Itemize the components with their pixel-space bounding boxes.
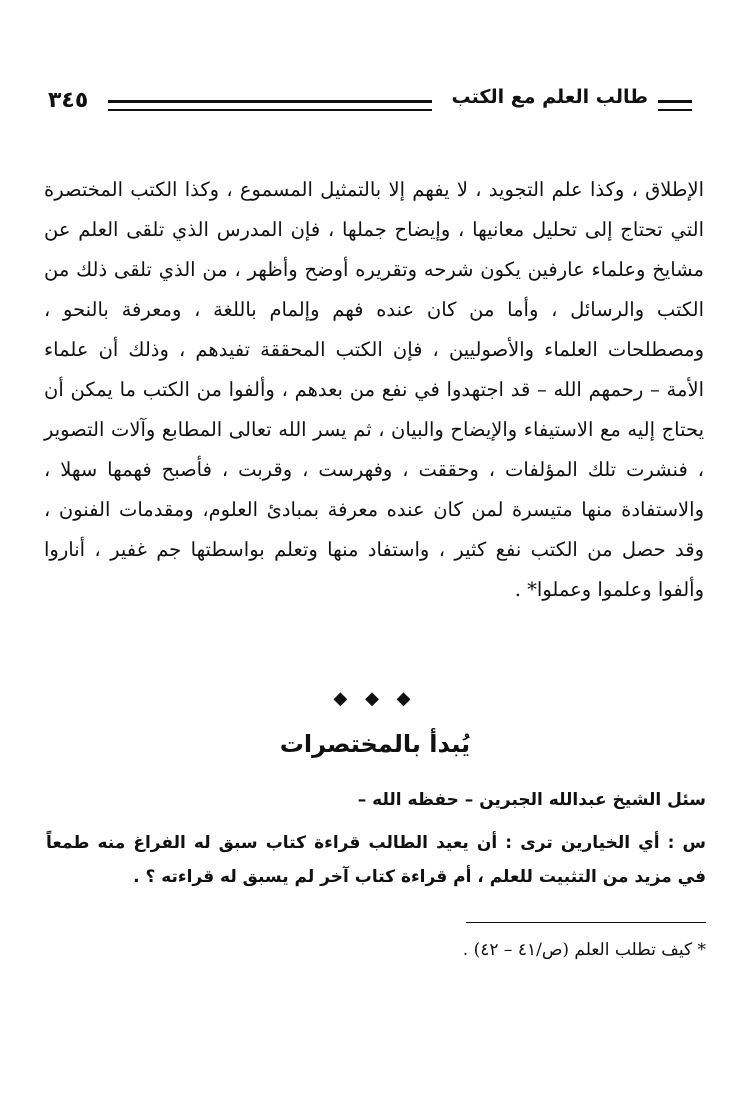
section-title: يُبدأ بالمختصرات [279, 730, 471, 758]
running-header-title: طالب العلم مع الكتب [451, 86, 648, 108]
questioner-line: سئل الشيخ عبدالله الجبرين – حفظه الله – [357, 790, 706, 810]
footnote: * كيف تطلب العلم (ص/٤١ – ٤٢) . [462, 940, 706, 960]
page-number: ٣٤٥ [48, 88, 89, 113]
footnote-divider [466, 922, 706, 923]
header-rule-right [658, 100, 692, 111]
section-separator: ◆ ◆ ◆ [333, 688, 417, 709]
running-header [48, 86, 692, 120]
question-text: س : أي الخيارين ترى : أن يعيد الطالب قراءة كتاب سبق له الفراغ منه طمعاً في مزيد من التثبيت للعلم ، أم قراءة كتاب آخر لم يسبق له قراءته ؟ . [46, 833, 706, 887]
main-paragraph-block [44, 170, 704, 610]
header-rule-left [108, 100, 432, 111]
main-paragraph: الإطلاق ، وكذا علم التجويد ، لا يفهم إلا بالتمثيل المسموع ، وكذا الكتب المختصرة التي تحتاج إلى تحليل معانيها ، وإيضاح جملها ، فإن المدرس الذي تلقى العلم عن مشايخ وعلماء عارفين يكون شرحه وتقريره أوضح وأظهر ، من الذي تلقى ذلك من الكتب والرسائل ، وأما من كان عنده فهم وإلمام باللغة ، ومعرفة بالنحو ، ومصطلحات العلماء والأصوليين ، فإن الكتب المحققة تفيدهم ، وذلك أن علماء الأمة – رحمهم الله – قد اجتهدوا في نفع من بعدهم ، وألفوا من الكتب ما يمكن أن يحتاج إليه مع الاستيفاء والإيضاح والبيان ، ثم يسر الله تعالى المطابع وآلات التصوير ، فنشرت تلك المؤلفات ، وحققت ، وفهرست ، وقربت ، فأصبح فهمها سهلا ، والاستفادة منها متيسرة لمن كان عنده معرفة بمبادئ العلوم، ومقدمات الفنون ، وقد حصل من الكتب نفع كثير ، واستفاد منها وتعلم بواسطتها جم غفير ، أناروا وألفوا وعلموا وعملوا* . [44, 178, 704, 601]
